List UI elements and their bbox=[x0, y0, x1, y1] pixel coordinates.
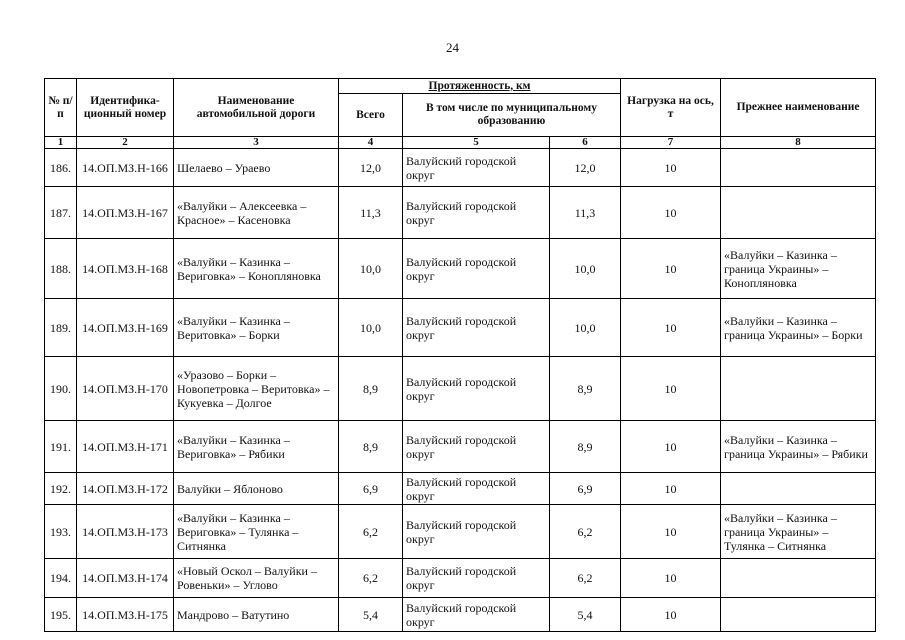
cell-length: 12,0 bbox=[550, 149, 621, 187]
cell-total: 12,0 bbox=[339, 149, 403, 187]
col-number: 2 bbox=[77, 137, 174, 149]
cell-id: 14.ОП.МЗ.Н-172 bbox=[77, 473, 174, 505]
cell-municipality: Валуйский городской округ bbox=[403, 598, 550, 632]
cell-length: 5,4 bbox=[550, 598, 621, 632]
cell-road-name: «Валуйки – Казинка – Вериговка» – Конопляновка bbox=[174, 239, 339, 299]
header-incl: В том числе по муниципальному образованию bbox=[403, 94, 621, 137]
col-number: 6 bbox=[550, 137, 621, 149]
cell-road-name: «Валуйки – Алексеевка – Красное» – Касеновка bbox=[174, 187, 339, 239]
col-number: 3 bbox=[174, 137, 339, 149]
cell-total: 6,2 bbox=[339, 559, 403, 598]
cell-load: 10 bbox=[621, 299, 721, 357]
cell-prev-name bbox=[721, 187, 876, 239]
cell-total: 10,0 bbox=[339, 239, 403, 299]
cell-load: 10 bbox=[621, 559, 721, 598]
table-row bbox=[45, 357, 876, 421]
header-load: Нагрузка на ось, т bbox=[621, 79, 721, 137]
cell-id: 14.ОП.МЗ.Н-166 bbox=[77, 149, 174, 187]
cell-municipality: Валуйский городской округ bbox=[403, 149, 550, 187]
cell-prev-name bbox=[721, 473, 876, 505]
table-row bbox=[45, 187, 876, 239]
col-number: 8 bbox=[721, 137, 876, 149]
column-numbers-row bbox=[45, 137, 876, 149]
cell-road-name: Валуйки – Яблоново bbox=[174, 473, 339, 505]
cell-load: 10 bbox=[621, 421, 721, 473]
cell-load: 10 bbox=[621, 598, 721, 632]
cell-num: 188. bbox=[45, 239, 77, 299]
roads-table bbox=[44, 78, 876, 632]
cell-num: 193. bbox=[45, 505, 77, 559]
cell-municipality: Валуйский городской округ bbox=[403, 357, 550, 421]
cell-length: 11,3 bbox=[550, 187, 621, 239]
table-row bbox=[45, 559, 876, 598]
table-row bbox=[45, 421, 876, 473]
cell-id: 14.ОП.МЗ.Н-170 bbox=[77, 357, 174, 421]
cell-length: 6,9 bbox=[550, 473, 621, 505]
cell-load: 10 bbox=[621, 239, 721, 299]
table-row bbox=[45, 473, 876, 505]
cell-total: 6,2 bbox=[339, 505, 403, 559]
table-row bbox=[45, 299, 876, 357]
cell-id: 14.ОП.МЗ.Н-174 bbox=[77, 559, 174, 598]
cell-prev-name: «Валуйки – Казинка – граница Украины» – Борки bbox=[721, 299, 876, 357]
cell-num: 187. bbox=[45, 187, 77, 239]
cell-id: 14.ОП.МЗ.Н-168 bbox=[77, 239, 174, 299]
cell-prev-name: «Валуйки – Казинка – граница Украины» – Тулянка – Ситнянка bbox=[721, 505, 876, 559]
header-prev: Прежнее наименование bbox=[721, 79, 876, 137]
cell-length: 8,9 bbox=[550, 357, 621, 421]
table-row bbox=[45, 149, 876, 187]
cell-total: 11,3 bbox=[339, 187, 403, 239]
col-number: 4 bbox=[339, 137, 403, 149]
cell-municipality: Валуйский городской округ bbox=[403, 559, 550, 598]
cell-num: 191. bbox=[45, 421, 77, 473]
cell-total: 8,9 bbox=[339, 421, 403, 473]
cell-load: 10 bbox=[621, 187, 721, 239]
table-row bbox=[45, 598, 876, 632]
header-length-group bbox=[339, 79, 621, 94]
cell-id: 14.ОП.МЗ.Н-173 bbox=[77, 505, 174, 559]
header-total: Всего bbox=[339, 94, 403, 137]
cell-load: 10 bbox=[621, 149, 721, 187]
cell-prev-name bbox=[721, 149, 876, 187]
cell-road-name: «Валуйки – Казинка – Веригoвка» – Рябики bbox=[174, 421, 339, 473]
cell-load: 10 bbox=[621, 505, 721, 559]
col-number: 7 bbox=[621, 137, 721, 149]
cell-num: 186. bbox=[45, 149, 77, 187]
header-name: Наименование автомобильной дороги bbox=[174, 79, 339, 137]
header-length-group-label: Протяженность, км bbox=[428, 79, 531, 92]
header-num: № п/п bbox=[45, 79, 77, 137]
cell-road-name: «Валуйки – Казинка – Веригoвка» – Тулянка – Ситнянка bbox=[174, 505, 339, 559]
header-id: Идентифика-ционный номер bbox=[77, 79, 174, 137]
cell-total: 8,9 bbox=[339, 357, 403, 421]
cell-length: 6,2 bbox=[550, 559, 621, 598]
cell-num: 189. bbox=[45, 299, 77, 357]
cell-road-name: «Уразово – Борки – Новопетровка – Веритовка» – Кукуевка – Долгое bbox=[174, 357, 339, 421]
cell-prev-name: «Валуйки – Казинка – граница Украины» – Рябики bbox=[721, 421, 876, 473]
cell-id: 14.ОП.МЗ.Н-169 bbox=[77, 299, 174, 357]
cell-municipality: Валуйский городской округ bbox=[403, 187, 550, 239]
cell-length: 10,0 bbox=[550, 299, 621, 357]
cell-id: 14.ОП.МЗ.Н-171 bbox=[77, 421, 174, 473]
cell-prev-name bbox=[721, 559, 876, 598]
cell-road-name: Шелаево – Ураево bbox=[174, 149, 339, 187]
cell-road-name: «Новый Оскол – Валуйки – Ровеньки» – Углово bbox=[174, 559, 339, 598]
cell-load: 10 bbox=[621, 357, 721, 421]
cell-id: 14.ОП.МЗ.Н-167 bbox=[77, 187, 174, 239]
cell-total: 6,9 bbox=[339, 473, 403, 505]
cell-num: 195. bbox=[45, 598, 77, 632]
cell-road-name: «Валуйки – Казинка – Веритовка» – Борки bbox=[174, 299, 339, 357]
col-number: 1 bbox=[45, 137, 77, 149]
cell-total: 10,0 bbox=[339, 299, 403, 357]
cell-prev-name: «Валуйки – Казинка – граница Украины» – Конопляновка bbox=[721, 239, 876, 299]
cell-num: 194. bbox=[45, 559, 77, 598]
cell-length: 10,0 bbox=[550, 239, 621, 299]
cell-prev-name bbox=[721, 357, 876, 421]
cell-municipality: Валуйский городской округ bbox=[403, 473, 550, 505]
cell-load: 10 bbox=[621, 473, 721, 505]
table-row bbox=[45, 239, 876, 299]
cell-length: 6,2 bbox=[550, 505, 621, 559]
cell-num: 192. bbox=[45, 473, 77, 505]
cell-id: 14.ОП.МЗ.Н-175 bbox=[77, 598, 174, 632]
col-number: 5 bbox=[403, 137, 550, 149]
cell-municipality: Валуйский городской округ bbox=[403, 299, 550, 357]
cell-municipality: Валуйский городской округ bbox=[403, 239, 550, 299]
table-row bbox=[45, 505, 876, 559]
cell-total: 5,4 bbox=[339, 598, 403, 632]
page-number: 24 bbox=[446, 40, 459, 55]
cell-municipality: Валуйский городской округ bbox=[403, 421, 550, 473]
cell-road-name: Мандрово – Ватутино bbox=[174, 598, 339, 632]
cell-prev-name bbox=[721, 598, 876, 632]
cell-municipality: Валуйский городской округ bbox=[403, 505, 550, 559]
cell-length: 8,9 bbox=[550, 421, 621, 473]
cell-num: 190. bbox=[45, 357, 77, 421]
